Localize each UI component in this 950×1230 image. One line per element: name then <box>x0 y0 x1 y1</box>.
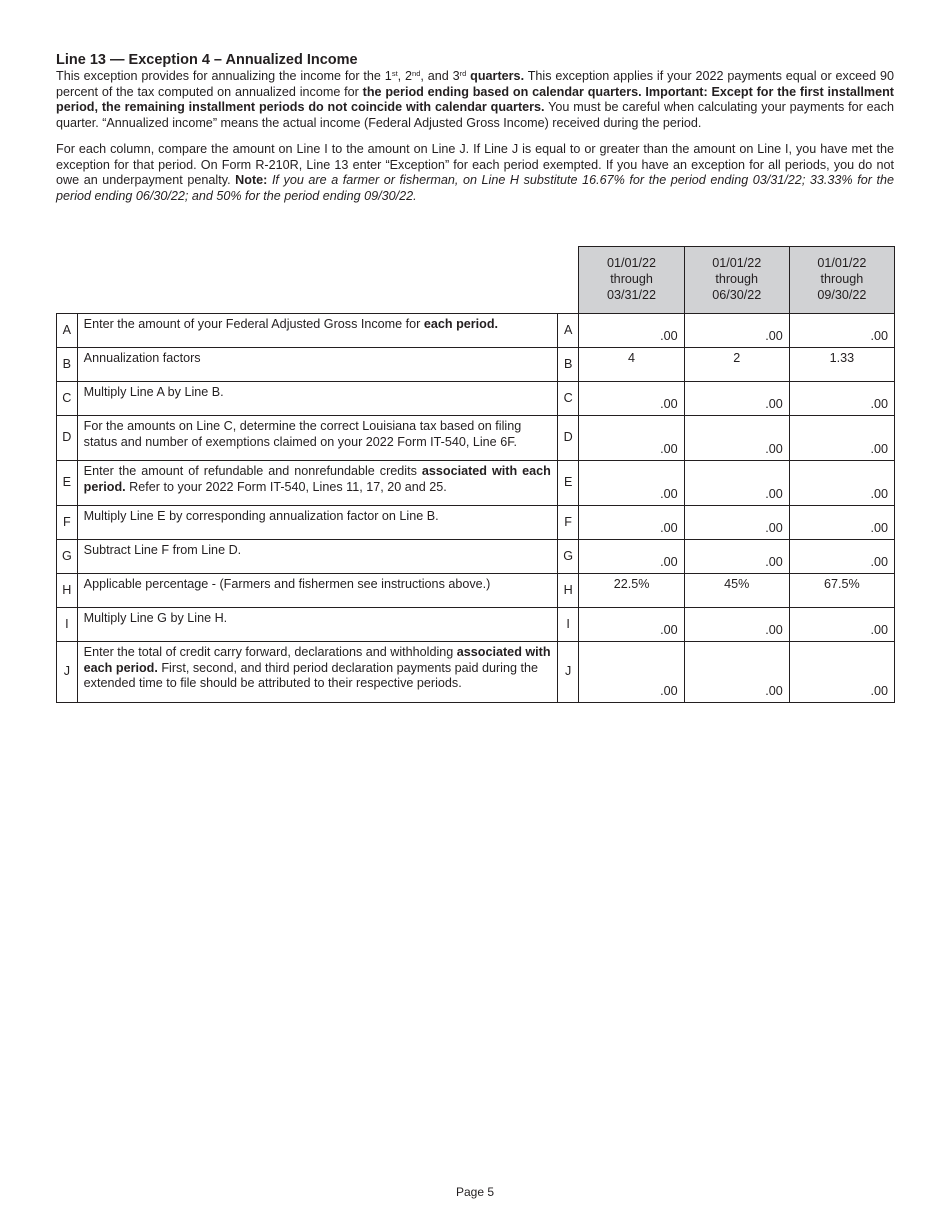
amount-field-i-q2[interactable]: .00 <box>684 608 789 642</box>
percentage-h-q2: 45% <box>684 574 789 608</box>
row-letter: F <box>57 506 78 540</box>
row-d <box>57 416 895 461</box>
row-a <box>57 314 895 348</box>
amount-field-f-q2[interactable]: .00 <box>684 506 789 540</box>
note-text: If you are a farmer or fisherman, on Line H substitute 16.67% for the period ending 03/31/22; 33.33% for the period ending 06/30/22; and 50% for the period ending 09/30/22. <box>56 173 894 203</box>
row-h <box>57 574 895 608</box>
row-e <box>57 461 895 506</box>
row-letter: J <box>57 642 78 703</box>
column-header-q3: 01/01/22 through 09/30/22 <box>789 247 894 314</box>
row-description: Applicable percentage - (Farmers and fishermen see instructions above.) <box>77 574 557 608</box>
amount-field-e-q1[interactable]: .00 <box>579 461 684 506</box>
percentage-h-q1: 22.5% <box>579 574 684 608</box>
instructions-section <box>56 52 894 205</box>
amount-field-c-q2[interactable]: .00 <box>684 382 789 416</box>
row-description: Multiply Line E by corresponding annualization factor on Line B. <box>77 506 557 540</box>
row-letter: H <box>57 574 78 608</box>
amount-field-g-q2[interactable]: .00 <box>684 540 789 574</box>
annualized-income-worksheet <box>56 246 895 703</box>
row-i <box>57 608 895 642</box>
row-letter-right: J <box>557 642 579 703</box>
row-letter: A <box>57 314 78 348</box>
row-letter-right: D <box>557 416 579 461</box>
row-b <box>57 348 895 382</box>
amount-field-i-q1[interactable]: .00 <box>579 608 684 642</box>
amount-field-c-q1[interactable]: .00 <box>579 382 684 416</box>
amount-field-d-q2[interactable]: .00 <box>684 416 789 461</box>
row-description: For the amounts on Line C, determine the correct Louisiana tax based on filing status and number of exemptions claimed on your 2022 Form IT-540, Line 6F. <box>77 416 557 461</box>
amount-field-a-q1[interactable]: .00 <box>579 314 684 348</box>
factor-b-q2: 2 <box>684 348 789 382</box>
column-header-q1: 01/01/22 through 03/31/22 <box>579 247 684 314</box>
amount-field-d-q1[interactable]: .00 <box>579 416 684 461</box>
amount-field-g-q1[interactable]: .00 <box>579 540 684 574</box>
amount-field-a-q3[interactable]: .00 <box>789 314 894 348</box>
row-letter-right: B <box>557 348 579 382</box>
row-description: Enter the amount of refundable and nonrefundable credits associated with each period. Refer to your 2022 Form IT-540, Lines 11, 17, 20 and 25. <box>77 461 557 506</box>
factor-b-q3: 1.33 <box>789 348 894 382</box>
row-letter-right: H <box>557 574 579 608</box>
column-header-row <box>57 247 895 314</box>
row-description: Enter the total of credit carry forward, declarations and withholding associated with each period. First, second, and third period declaration payments paid during the extended time to file should be attributed to their respective periods. <box>77 642 557 703</box>
row-letter-right: I <box>557 608 579 642</box>
page-number: Page 5 <box>455 1185 495 1199</box>
row-c <box>57 382 895 416</box>
amount-field-e-q2[interactable]: .00 <box>684 461 789 506</box>
column-header-q2: 01/01/22 through 06/30/22 <box>684 247 789 314</box>
amount-field-i-q3[interactable]: .00 <box>789 608 894 642</box>
percentage-h-q3: 67.5% <box>789 574 894 608</box>
note-label: Note: <box>235 173 268 188</box>
section-title: Line 13 — Exception 4 – Annualized Income <box>56 52 358 68</box>
row-g <box>57 540 895 574</box>
amount-field-d-q3[interactable]: .00 <box>789 416 894 461</box>
row-letter: C <box>57 382 78 416</box>
row-letter-right: F <box>557 506 579 540</box>
intro-paragraph: This exception provides for annualizing the income for the 1st, 2nd, and 3rd quarters. This exception applies if your 2022 payments equal or exceed 90 percent of the tax computed on annualized income for the period ending based on calendar quarters. Important: Except for the first installment period, the remaining installment periods do not coincide with calendar quarters. You must be careful when calculating your payments for each quarter. “Annualized income” means the actual income (Federal Adjusted Gross Income) received during the period. <box>56 69 895 131</box>
amount-field-f-q3[interactable]: .00 <box>789 506 894 540</box>
amount-field-g-q3[interactable]: .00 <box>789 540 894 574</box>
amount-field-a-q2[interactable]: .00 <box>684 314 789 348</box>
row-description: Multiply Line G by Line H. <box>77 608 557 642</box>
row-letter-right: G <box>557 540 579 574</box>
row-letter: B <box>57 348 78 382</box>
row-letter: I <box>57 608 78 642</box>
row-f <box>57 506 895 540</box>
row-description: Enter the amount of your Federal Adjusted Gross Income for each period. <box>77 314 557 348</box>
row-letter-right: C <box>557 382 579 416</box>
amount-field-j-q2[interactable]: .00 <box>684 642 789 703</box>
amount-field-j-q3[interactable]: .00 <box>789 642 894 703</box>
row-letter: D <box>57 416 78 461</box>
row-description: Subtract Line F from Line D. <box>77 540 557 574</box>
row-description: Annualization factors <box>77 348 557 382</box>
comparison-paragraph: For each column, compare the amount on Line I to the amount on Line J. If Line J is equal to or greater than the amount on Line I, you have met the exception for that period. On Form R-210R, Line 13 enter “Exception” for each period exempted. If you have an exception for all periods, you do not owe an underpayment penalty. Note: If you are a farmer or fisherman, on Line H substitute 16.67% for the period ending 03/31/22; 33.33% for the period ending 06/30/22; and 50% for the period ending 09/30/22. <box>56 141 894 203</box>
row-description: Multiply Line A by Line B. <box>77 382 557 416</box>
row-letter-right: A <box>557 314 579 348</box>
amount-field-j-q1[interactable]: .00 <box>579 642 684 703</box>
amount-field-f-q1[interactable]: .00 <box>579 506 684 540</box>
row-letter: E <box>57 461 78 506</box>
amount-field-e-q3[interactable]: .00 <box>789 461 894 506</box>
row-letter-right: E <box>557 461 579 506</box>
row-letter: G <box>57 540 78 574</box>
row-j <box>57 642 895 703</box>
factor-b-q1: 4 <box>579 348 684 382</box>
amount-field-c-q3[interactable]: .00 <box>789 382 894 416</box>
